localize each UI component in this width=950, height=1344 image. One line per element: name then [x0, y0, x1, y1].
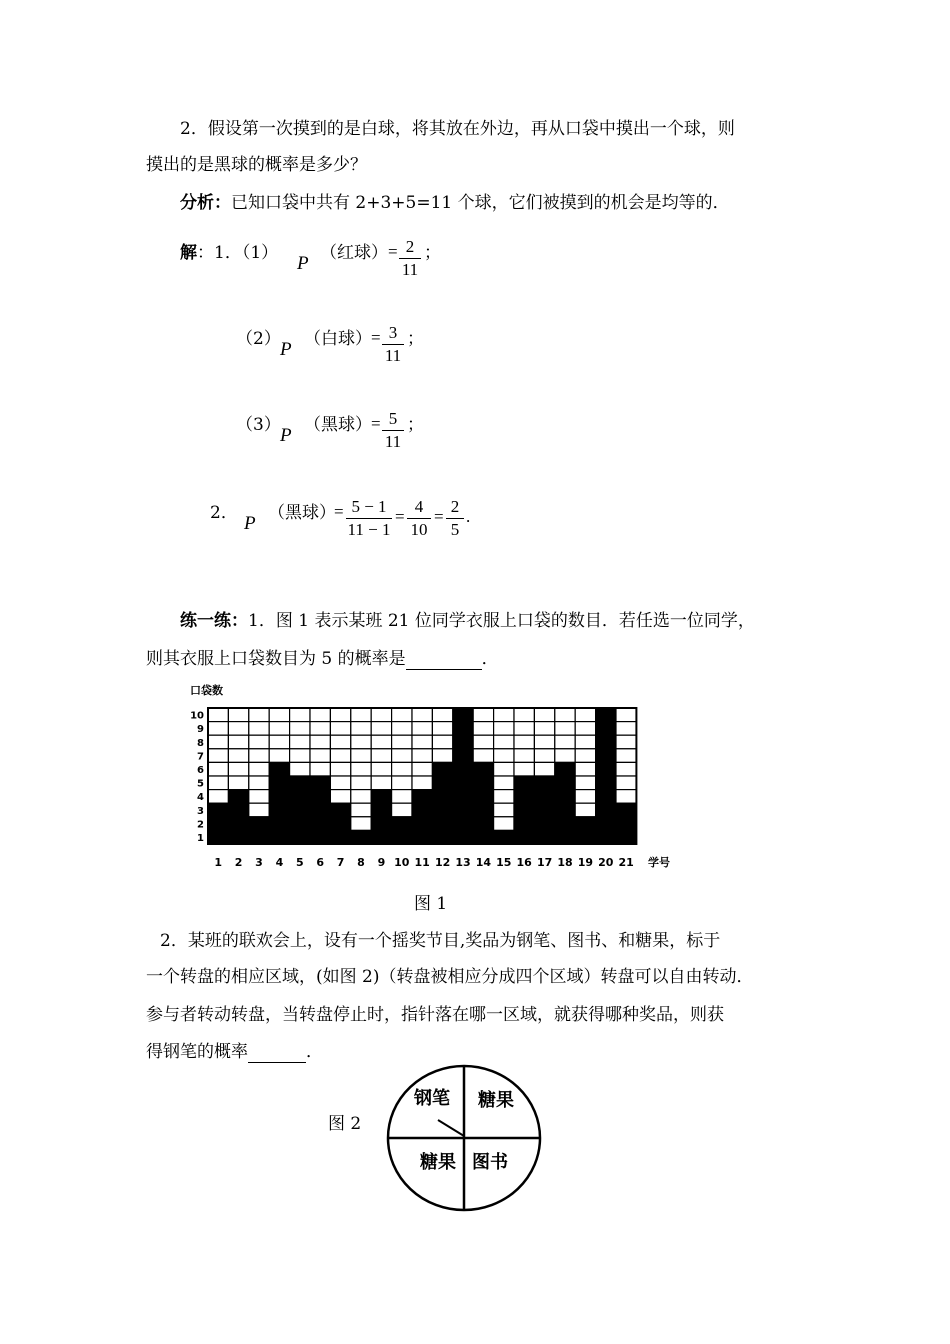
x-tick-label: 19: [577, 856, 594, 869]
grid-cell: [249, 708, 269, 722]
grid-cell: [494, 803, 514, 817]
spinner-figure: [386, 1060, 548, 1214]
fraction-numerator: 5 − 1: [351, 497, 387, 516]
spinner-pointer: [438, 1120, 464, 1136]
grid-cell: [351, 722, 371, 736]
grid-cell: [351, 708, 371, 722]
analysis-label: 分析：: [180, 193, 231, 213]
bar: [310, 776, 330, 844]
grid-cell: [494, 776, 514, 790]
grid-cell: [290, 762, 310, 776]
grid-cell: [269, 749, 289, 763]
grid-cell: [555, 749, 575, 763]
y-tick-label: 2: [197, 819, 204, 831]
grid-cell: [269, 722, 289, 736]
grid-cell: [371, 722, 391, 736]
grid-cell: [534, 735, 554, 749]
practice-2-line2: 一个转盘的相应区域，(如图 2)（转盘被相应分成四个区域）转盘可以自由转动．: [146, 967, 754, 987]
bar: [575, 817, 595, 844]
grid-cell: [371, 749, 391, 763]
bar: [371, 790, 391, 844]
practice-1-line2: [146, 648, 499, 670]
grid-cell: [473, 735, 493, 749]
practice-label: 练一练：: [180, 611, 248, 631]
bar: [453, 708, 473, 844]
grid-cell: [228, 762, 248, 776]
grid-cell: [473, 749, 493, 763]
grid-cell: [290, 708, 310, 722]
event-black: （黑球）: [268, 503, 336, 523]
grid-cell: [290, 749, 310, 763]
practice-2-text4: 得钢笔的概率: [146, 1042, 248, 1062]
grid-cell: [575, 722, 595, 736]
p-symbol: P: [280, 339, 292, 360]
x-tick-label: 5: [295, 856, 304, 869]
bar: [473, 762, 493, 844]
grid-cell: [575, 776, 595, 790]
figure-2-label: 图 2: [328, 1114, 362, 1134]
grid-cell: [351, 803, 371, 817]
bar: [290, 776, 310, 844]
y-tick-label: 1: [197, 833, 204, 844]
equals-sign: =: [371, 414, 381, 433]
fraction-denominator: 10: [410, 520, 428, 539]
solution-2-prefix: 2．: [210, 503, 238, 523]
y-tick-label: 4: [197, 792, 204, 804]
x-tick-label: 16: [516, 856, 532, 869]
x-tick-label: 11: [414, 856, 430, 869]
grid-cell: [616, 708, 636, 722]
grid-cell: [228, 722, 248, 736]
grid-cell: [616, 776, 636, 790]
grid-cell: [330, 722, 350, 736]
y-tick-label: 3: [197, 805, 204, 817]
bar: [514, 776, 534, 844]
equals-sign: =: [388, 242, 398, 261]
grid-cell: [616, 762, 636, 776]
event-black: （黑球）: [304, 415, 372, 435]
equals-sign: =: [334, 502, 344, 521]
grid-cell: [392, 708, 412, 722]
fraction-red: [399, 237, 421, 280]
grid-cell: [371, 708, 391, 722]
spinner-region-book: 图书: [472, 1152, 508, 1173]
grid-cell: [514, 762, 534, 776]
grid-cell: [351, 776, 371, 790]
bar: [208, 803, 228, 844]
grid-cell: [616, 735, 636, 749]
grid-cell: [371, 735, 391, 749]
grid-cell: [330, 762, 350, 776]
semicolon: ；: [424, 243, 441, 263]
fraction-denominator: 5: [450, 520, 460, 539]
grid-cell: [534, 762, 554, 776]
grid-cell: [208, 790, 228, 804]
x-axis-label: 学号: [648, 856, 670, 869]
fraction-denominator: 11: [384, 432, 402, 451]
bar: [432, 762, 452, 844]
grid-cell: [412, 735, 432, 749]
grid-cell: [432, 708, 452, 722]
equals-sign: =: [395, 507, 405, 526]
fraction-p2c: [446, 497, 464, 540]
grid-cell: [249, 735, 269, 749]
grid-cell: [432, 722, 452, 736]
grid-cell: [494, 708, 514, 722]
grid-cell: [575, 803, 595, 817]
grid-cell: [494, 735, 514, 749]
grid-cell: [494, 722, 514, 736]
x-tick-label: 3: [255, 856, 263, 869]
grid-cell: [249, 722, 269, 736]
y-tick-label: 8: [197, 737, 204, 749]
grid-cell: [494, 749, 514, 763]
grid-cell: [616, 790, 636, 804]
grid-cell: [330, 790, 350, 804]
bar: [412, 790, 432, 844]
grid-cell: [249, 776, 269, 790]
bar: [494, 830, 514, 844]
practice-2-line3: 参与者转动转盘，当转盘停止时，指针落在哪一区域，就获得哪种奖品，则获: [146, 1005, 724, 1025]
grid-cell: [575, 790, 595, 804]
grid-cell: [351, 817, 371, 831]
grid-cell: [290, 722, 310, 736]
fraction-numerator: 2: [405, 237, 415, 256]
grid-cell: [575, 708, 595, 722]
answer-blank[interactable]: [406, 651, 482, 670]
grid-cell: [249, 790, 269, 804]
analysis: [180, 192, 730, 214]
answer-blank[interactable]: [248, 1044, 306, 1063]
grid-cell: [534, 749, 554, 763]
spinner-region-pen: 钢笔: [414, 1088, 450, 1109]
grid-cell: [392, 735, 412, 749]
semicolon: ；: [407, 329, 424, 349]
practice-1-line1: [180, 610, 755, 632]
solution-1-prefix: ：1．（1）: [197, 243, 279, 263]
grid-cell: [575, 735, 595, 749]
y-tick-label: 5: [197, 778, 204, 790]
bar: [228, 790, 248, 844]
x-tick-label: 18: [557, 856, 573, 869]
bar: [269, 762, 289, 844]
practice-2-line4: [146, 1041, 323, 1063]
practice-1-text2: 则其衣服上口袋数目为 5 的概率是: [146, 649, 406, 669]
grid-cell: [412, 762, 432, 776]
grid-cell: [412, 749, 432, 763]
grid-cell: [208, 776, 228, 790]
fraction-numerator: 5: [388, 409, 398, 428]
bar: [249, 817, 269, 844]
grid-cell: [555, 708, 575, 722]
bar: [596, 708, 616, 844]
fraction-denominator: 11: [401, 260, 419, 279]
x-tick-label: 20: [598, 856, 614, 869]
grid-cell: [575, 762, 595, 776]
x-tick-label: 6: [316, 856, 325, 869]
fraction-p2a: [346, 497, 392, 540]
practice-2-line1: 2．某班的联欢会上，设有一个摇奖节目,奖品为钢笔、图书、和糖果，标于: [160, 931, 721, 951]
grid-cell: [534, 708, 554, 722]
fraction-denominator: 11: [384, 346, 402, 365]
semicolon: ；: [407, 415, 424, 435]
period: .: [466, 507, 471, 526]
x-tick-label: 7: [336, 856, 345, 869]
practice-1-text: 1．图 1 表示某班 21 位同学衣服上口袋的数目．若任选一位同学，: [248, 611, 755, 631]
x-tick-label: 2: [234, 856, 243, 869]
grid-cell: [514, 708, 534, 722]
grid-cell: [392, 790, 412, 804]
analysis-text: 已知口袋中共有 2+3+5=11 个球，它们被摸到的机会是均等的．: [231, 193, 730, 213]
x-tick-label: 9: [377, 856, 386, 869]
grid-cell: [330, 708, 350, 722]
spinner-region-candy-top: 糖果: [478, 1090, 514, 1111]
grid-cell: [330, 735, 350, 749]
grid-cell: [310, 722, 330, 736]
bar: [330, 803, 350, 844]
grid-cell: [392, 749, 412, 763]
x-tick-label: 21: [618, 856, 634, 869]
x-tick-label: 15: [496, 856, 512, 869]
grid-cell: [310, 708, 330, 722]
y-tick-label: 10: [190, 710, 204, 722]
grid-cell: [208, 708, 228, 722]
grid-cell: [269, 708, 289, 722]
grid-cell: [392, 776, 412, 790]
x-tick-label: 14: [475, 856, 492, 869]
solution-label: 解: [180, 243, 197, 263]
grid-cell: [208, 762, 228, 776]
grid-cell: [249, 762, 269, 776]
grid-cell: [575, 749, 595, 763]
grid-cell: [351, 762, 371, 776]
p-symbol: P: [244, 513, 256, 534]
grid-cell: [555, 735, 575, 749]
bar: [534, 776, 554, 844]
period-mark: ．: [481, 649, 499, 669]
y-tick-label: 9: [197, 724, 204, 736]
x-tick-label: 13: [455, 856, 471, 869]
q2-line2: 摸出的是黑球的概率是多少？: [146, 155, 367, 175]
bar: [616, 803, 636, 844]
grid-cell: [514, 722, 534, 736]
grid-cell: [310, 762, 330, 776]
grid-cell: [371, 776, 391, 790]
x-tick-label: 17: [536, 856, 553, 869]
grid-cell: [228, 735, 248, 749]
x-tick-label: 4: [275, 856, 284, 869]
grid-cell: [616, 722, 636, 736]
bar: [351, 830, 371, 844]
x-tick-label: 10: [394, 856, 410, 869]
equals-sign: =: [371, 328, 381, 347]
pocket-count-chart: [184, 680, 684, 875]
grid-cell: [269, 735, 289, 749]
grid-cell: [228, 749, 248, 763]
grid-cell: [290, 735, 310, 749]
grid-cell: [432, 749, 452, 763]
grid-cell: [616, 749, 636, 763]
grid-cell: [310, 749, 330, 763]
fraction-white: [382, 323, 404, 366]
grid-cell: [494, 762, 514, 776]
grid-cell: [412, 722, 432, 736]
grid-cell: [351, 749, 371, 763]
grid-cell: [392, 803, 412, 817]
grid-cell: [473, 708, 493, 722]
grid-cell: [514, 735, 534, 749]
equals-sign: =: [434, 507, 444, 526]
grid-cell: [228, 776, 248, 790]
bar: [392, 817, 412, 844]
grid-cell: [514, 749, 534, 763]
grid-cell: [412, 776, 432, 790]
solution-1-3-prefix: （3）: [236, 415, 281, 435]
fraction-p2b: [407, 497, 431, 540]
x-tick-label: 8: [357, 856, 365, 869]
p-symbol: P: [280, 425, 292, 446]
grid-cell: [330, 749, 350, 763]
grid-cell: [412, 708, 432, 722]
y-axis-label: 口袋数: [190, 684, 223, 697]
grid-cell: [473, 722, 493, 736]
y-tick-label: 6: [197, 765, 204, 776]
grid-cell: [351, 790, 371, 804]
grid-cell: [351, 735, 371, 749]
fraction-denominator: 11 − 1: [347, 520, 391, 539]
spinner-region-candy-bottom: 糖果: [420, 1152, 456, 1173]
grid-cell: [392, 722, 412, 736]
grid-cell: [228, 708, 248, 722]
x-tick-label: 12: [434, 856, 451, 869]
y-tick-label: 7: [197, 751, 204, 763]
grid-cell: [249, 803, 269, 817]
fraction-numerator: 3: [388, 323, 398, 342]
grid-cell: [392, 762, 412, 776]
grid-cell: [310, 735, 330, 749]
q2-line1: 2．假设第一次摸到的是白球，将其放在外边，再从口袋中摸出一个球，则: [180, 119, 735, 139]
bar: [555, 762, 575, 844]
grid-cell: [208, 749, 228, 763]
solution-1-1: [180, 242, 278, 264]
grid-cell: [371, 762, 391, 776]
grid-cell: [494, 817, 514, 831]
grid-cell: [330, 776, 350, 790]
period-mark: ．: [306, 1042, 323, 1062]
grid-cell: [555, 722, 575, 736]
p-symbol: P: [297, 253, 309, 274]
grid-cell: [534, 722, 554, 736]
grid-cell: [208, 722, 228, 736]
grid-cell: [208, 735, 228, 749]
grid-cell: [249, 749, 269, 763]
grid-cell: [494, 790, 514, 804]
event-white: （白球）: [304, 329, 372, 349]
grid-cell: [432, 735, 452, 749]
solution-1-2-prefix: （2）: [236, 329, 281, 349]
fraction-black: [382, 409, 404, 452]
x-tick-label: 1: [214, 856, 223, 869]
figure-1-caption: 图 1: [414, 894, 448, 914]
fraction-numerator: 4: [414, 497, 424, 516]
fraction-numerator: 2: [450, 497, 460, 516]
event-red: （红球）: [320, 243, 388, 263]
